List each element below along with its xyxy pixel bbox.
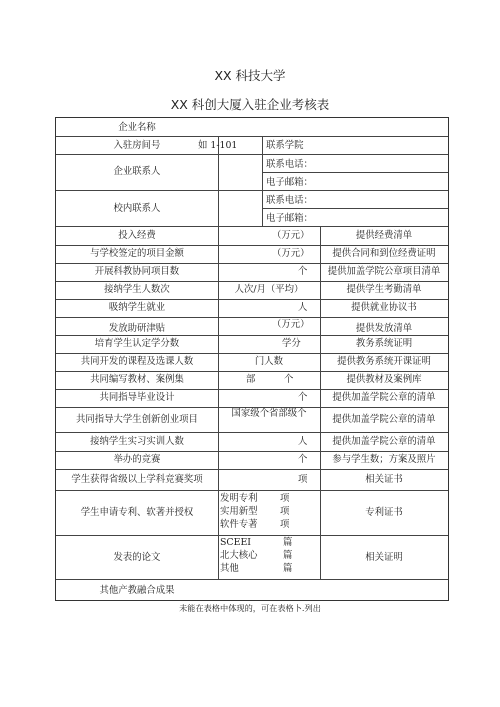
row-divider — [56, 190, 448, 191]
row-item: 接纳学生实习实训人数 — [90, 436, 184, 447]
row-item: 共同指导大学生创新创业项目 — [76, 414, 198, 425]
row-evidence: 提供加盖学院公章的清单 — [332, 436, 436, 447]
campus-email-label: 电子邮箱： — [266, 213, 313, 224]
row-divider — [56, 281, 448, 282]
row-item: 投入经费 — [118, 230, 156, 241]
row-unit-b: 个 — [284, 374, 294, 385]
patent-kind: 发明专利 — [220, 493, 258, 504]
papers-evidence: 相关证明 — [365, 552, 403, 563]
row-item: 与学校签定的项目金额 — [90, 248, 184, 259]
row-evidence: 提供发放清单 — [355, 323, 413, 334]
paper-kind: 其他 — [220, 563, 239, 574]
assessment-table — [55, 117, 449, 601]
row-divider — [56, 317, 448, 318]
row-item: 培育学生认定学分数 — [94, 338, 180, 349]
row-unit: 人 — [298, 302, 308, 313]
row-evidence: 提供就业协议书 — [351, 302, 417, 313]
row-divider — [56, 263, 448, 264]
row-unit: （万元） — [272, 319, 310, 330]
form-title: XX 科创大厦入驻企业考核表 — [170, 97, 330, 112]
column-divider — [262, 136, 263, 226]
other-item: 其他产教融合成果 — [99, 585, 175, 596]
row-item: 共同指导毕业设计 — [99, 392, 175, 403]
row-evidence: 相关证书 — [365, 474, 403, 485]
room-value: 如 1-101 — [198, 140, 238, 151]
row-evidence: 提供教务系统开课证明 — [337, 356, 431, 367]
row-divider — [262, 208, 448, 209]
row-evidence: 参与学生数；方案及照片 — [332, 454, 436, 465]
patent-kind: 实用新型 — [220, 506, 258, 517]
row-unit: 个 — [298, 392, 308, 403]
row-divider — [56, 136, 448, 137]
patent-unit: 项 — [280, 493, 290, 504]
row-divider — [56, 579, 448, 580]
row-evidence: 提供合同和到位经费证明 — [332, 248, 436, 259]
row-unit-a: 部 — [246, 374, 256, 385]
row-divider — [262, 172, 448, 173]
row-evidence: 提供经费清单 — [355, 230, 413, 241]
row-divider — [56, 469, 448, 470]
row-item: 吸纳学生就业 — [108, 302, 166, 313]
row-unit: （万元） — [272, 230, 310, 241]
company-contact-label: 企业联系人 — [113, 166, 161, 177]
paper-unit: 篇 — [283, 550, 293, 561]
row-divider — [56, 389, 448, 390]
patent-kind: 软件专著 — [220, 519, 258, 530]
paper-kind: SCEEI — [220, 537, 251, 548]
row-divider — [56, 535, 448, 536]
row-unit: 人 — [298, 436, 308, 447]
row-divider — [56, 451, 448, 452]
row-unit: 门人数 — [254, 356, 284, 367]
row-evidence: 提供加盖学院公章项目清单 — [327, 266, 441, 277]
paper-unit: 篇 — [283, 537, 293, 548]
row-evidence: 提供教材及案例库 — [346, 374, 422, 385]
row-unit: 个 — [298, 266, 308, 277]
row-unit: 学分 — [282, 338, 301, 349]
row-evidence: 教务系统证明 — [355, 338, 413, 349]
row-evidence: 提供加盖学院公章的清单 — [332, 414, 436, 425]
column-divider — [218, 226, 219, 579]
row-item: 共同编写教材、案例集 — [90, 374, 184, 385]
patents-evidence: 专利证书 — [365, 507, 403, 518]
row-divider — [56, 371, 448, 372]
room-label: 入驻房间号 — [113, 140, 161, 151]
row-divider — [56, 432, 448, 433]
row-unit: 国家级个省部级个 — [231, 408, 307, 419]
company-phone-label: 联系电话： — [266, 159, 313, 170]
patent-unit: 项 — [280, 519, 290, 530]
row-divider — [56, 353, 448, 354]
company-email-label: 电子邮箱： — [266, 177, 313, 188]
row-item: 学生获得省级以上学科竞赛奖项 — [71, 474, 203, 485]
row-divider — [56, 335, 448, 336]
footnote: 未能在表格中体现的，可在表格卜.列出 — [179, 603, 321, 613]
row-item: 共同开发的课程及选课人数 — [80, 356, 194, 367]
college-label: 联系学院 — [266, 140, 304, 151]
papers-item: 发表的论文 — [113, 552, 161, 563]
row-unit: 人次/月（平均） — [234, 284, 304, 295]
row-item: 举办的竞赛 — [113, 454, 161, 465]
company-name-label: 企业名称 — [118, 122, 156, 133]
row-unit: 项 — [298, 474, 308, 485]
row-unit: （万元） — [272, 248, 310, 259]
patent-unit: 项 — [280, 506, 290, 517]
campus-contact-label: 校内联系人 — [113, 203, 161, 214]
row-evidence: 提供加盖学院公章的清单 — [332, 392, 436, 403]
row-item: 接纳学生人数次 — [104, 284, 170, 295]
row-item: 开展科教协同项目数 — [94, 266, 180, 277]
paper-unit: 篇 — [283, 563, 293, 574]
row-divider — [56, 154, 448, 155]
row-divider — [56, 299, 448, 300]
row-divider — [56, 490, 448, 491]
row-divider — [56, 226, 448, 227]
row-divider — [56, 245, 448, 246]
row-item: 发放助研津贴 — [108, 323, 166, 334]
row-evidence: 提供学生考勤清单 — [346, 284, 422, 295]
campus-phone-label: 联系电话： — [266, 195, 313, 206]
patents-item: 学生申请专利、软著并授权 — [80, 507, 194, 518]
row-unit: 个 — [298, 454, 308, 465]
university-title: XX 科技大学 — [214, 68, 286, 83]
paper-kind: 北大核心 — [220, 550, 258, 561]
